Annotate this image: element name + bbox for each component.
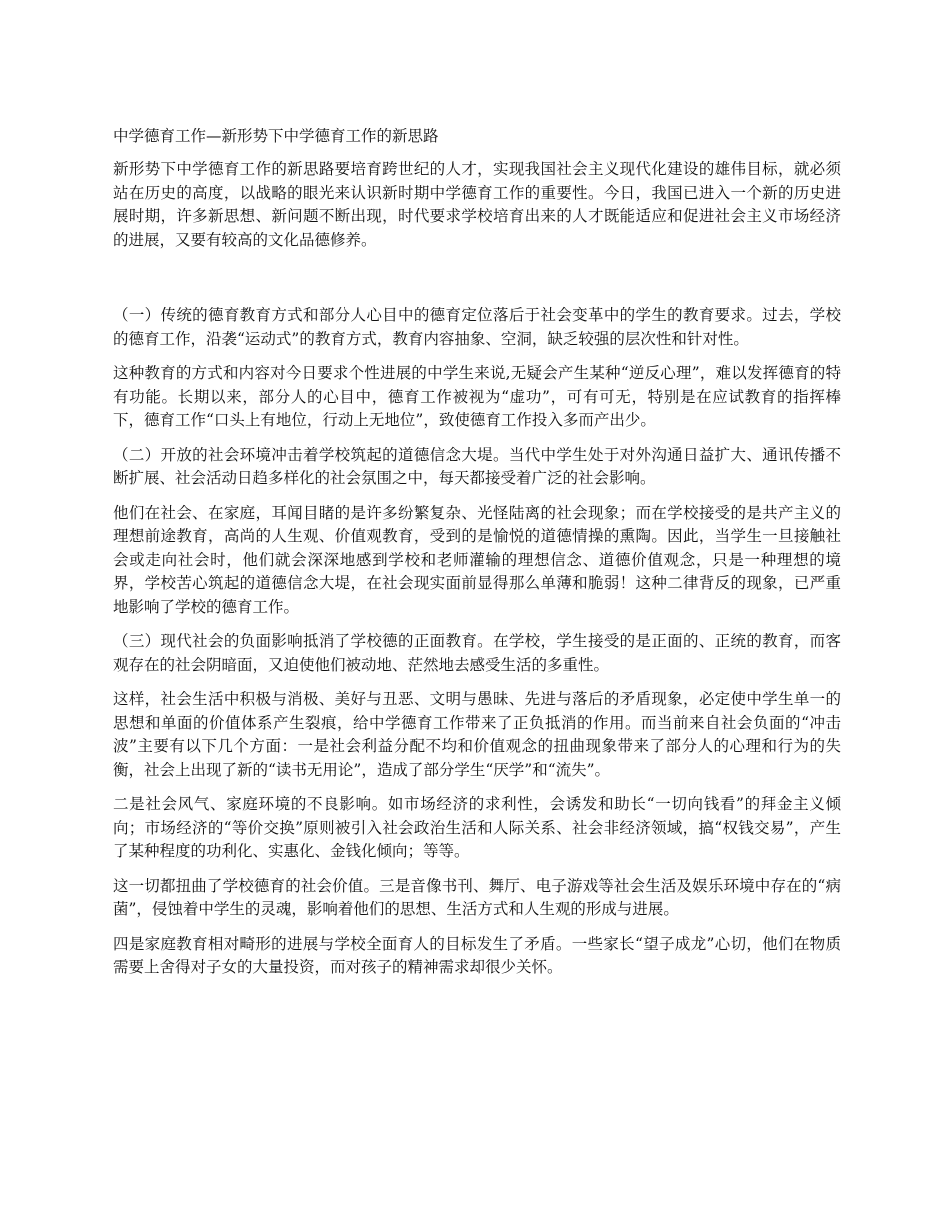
paragraph: 这一切都扭曲了学校德育的社会价值。三是音像书刊、舞厅、电子游戏等社会生活及娱乐环境中存在的“病菌”，侵蚀着中学生的灵魂，影响着他们的思想、生活方式和人生观的形成与进展。: [113, 876, 841, 918]
paragraph: 他们在社会、在家庭，耳闻目睹的是许多纷繁复杂、光怪陆离的社会现象；而在学校接受的是共产主义的理想前途教育，高尚的人生观、价值观教育，受到的是愉悦的道德情操的熏陶。因此，当学生一旦接触社会或走向社会时，他们就会深深地感到学校和老师灌输的理想信念、道德价值观念，只是一种理想的境界，学校苦心筑起的道德信念大堤，在社会现实面前显得那么单薄和脆弱！这种二律背反的现象，已严重地影响了学校的德育工作。: [113, 503, 841, 616]
paragraph: 这样，社会生活中积极与消极、美好与丑恶、文明与愚昧、先进与落后的矛盾现象，必定使中学生单一的思想和单面的价值体系产生裂痕，给中学德育工作带来了正负抵消的作用。而当前来自社会负面的“冲击波”主要有以下几个方面：一是社会利益分配不均和价值观念的扭曲现象带来了部分人的心理和行为的失衡，社会上出现了新的“读书无用论”，造成了部分学生“厌学”和“流失”。: [113, 690, 841, 779]
document-page: [113, 124, 841, 991]
document-title: 中学德育工作—新形势下中学德育工作的新思路: [113, 127, 439, 145]
paragraph: 二是社会风气、家庭环境的不良影响。如市场经济的求利性，会诱发和助长“一切向钱看”的拜金主义倾向；市场经济的“等价交换”原则被引入社会政治生活和人际关系、社会非经济领域，搞“权钱交易”，产生了某种程度的功利化、实惠化、金钱化倾向；等等。: [113, 795, 841, 860]
paragraph-intro: 新形势下中学德育工作的新思路要培育跨世纪的人才，实现我国社会主义现代化建设的雄伟目标，就必须站在历史的高度，以战略的眼光来认识新时期中学德育工作的重要性。今日，我国已进入一个新的历史进展时期，许多新思想、新问题不断出现，时代要求学校培育出来的人才既能适应和促进社会主义市场经济的进展，又要有较高的文化品德修养。: [113, 160, 841, 249]
paragraph: （三）现代社会的负面影响抵消了学校德的正面教育。在学校，学生接受的是正面的、正统的教育，而客观存在的社会阴暗面，又迫使他们被动地、茫然地去感受生活的多重性。: [113, 632, 841, 674]
paragraph: 四是家庭教育相对畸形的进展与学校全面育人的目标发生了矛盾。一些家长“望子成龙”心切，他们在物质需要上舍得对子女的大量投资，而对孩子的精神需求却很少关怀。: [113, 934, 841, 976]
paragraph: 这种教育的方式和内容对今日要求个性进展的中学生来说,无疑会产生某种“逆反心理”，难以发挥德育的特有功能。长期以来，部分人的心目中，德育工作被视为“虚功”，可有可无，特别是在应试教育的指挥棒下，德育工作“口头上有地位，行动上无地位”，致使德育工作投入多而产出少。: [113, 364, 841, 429]
paragraph: （二）开放的社会环境冲击着学校筑起的道德信念大堤。当代中学生处于对外沟通日益扩大、通讯传播不断扩展、社会活动日趋多样化的社会氛围之中，每天都接受着广泛的社会影响。: [113, 445, 841, 487]
paragraph: （一）传统的德育教育方式和部分人心目中的德育定位落后于社会变革中的学生的教育要求。过去，学校的德育工作，沿袭“运动式”的教育方式，教育内容抽象、空洞，缺乏较强的层次性和针对性。: [113, 306, 841, 348]
